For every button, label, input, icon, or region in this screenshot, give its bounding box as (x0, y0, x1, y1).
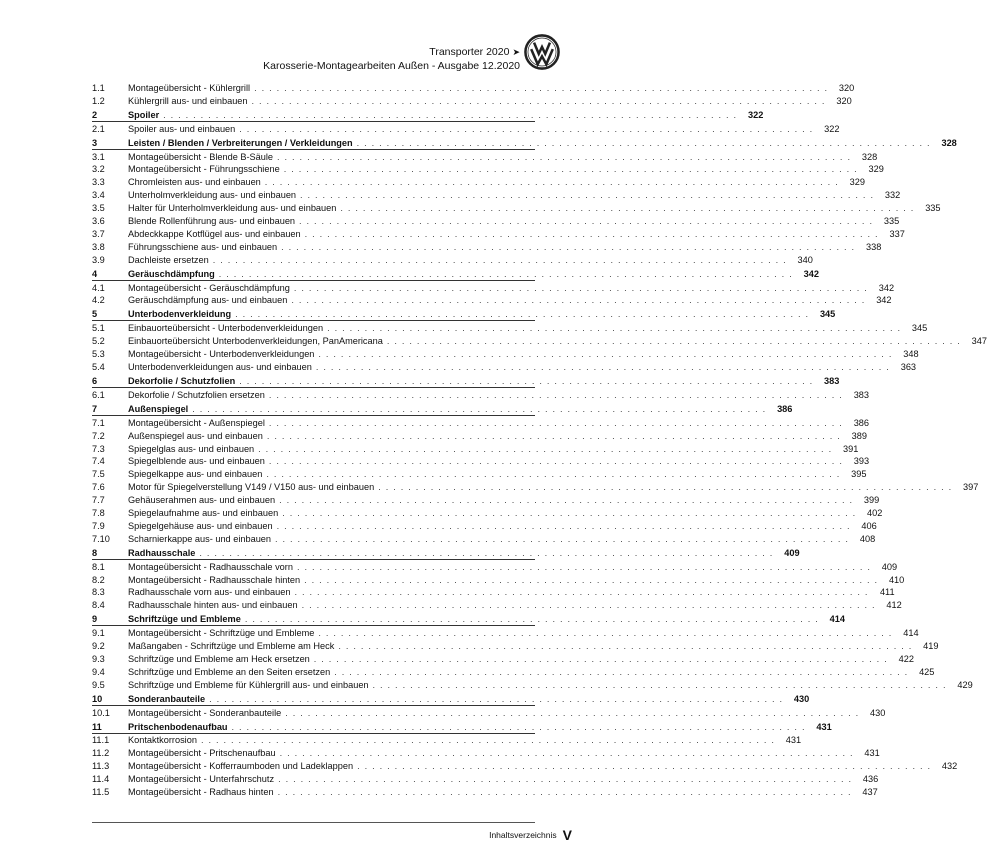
toc-title: Spoiler (128, 109, 160, 120)
toc-leader-dots: . . . . . . . . . . . . . . . . . . . . . . . . . . . . . . . . . . . . . . . . . . . . . . . . . . . . . . . . . . . . . . . . . . . . . . . . . . . . . (264, 177, 839, 188)
toc-leader-dots: . . . . . . . . . . . . . . . . . . . . . . . . . . . . . . . . . . . . . . . . . . . . . . . . . . . . . . . . . . . . . . . . . . . . . . . . . . . . . (199, 547, 774, 558)
toc-number: 9 (92, 614, 98, 625)
toc-leader-dots: . . . . . . . . . . . . . . . . . . . . . . . . . . . . . . . . . . . . . . . . . . . . . . . . . . . . . . . . . . . . . . . . . . . . . . . . . . . . . (258, 443, 833, 454)
toc-title: Spiegelgehäuse aus- und einbauen (128, 520, 273, 531)
toc-section-row[interactable] (92, 375, 840, 388)
toc-number: 5.3 (92, 349, 105, 360)
toc-title: Kontaktkorrosion (128, 735, 197, 746)
toc-page-number: 431 (864, 748, 880, 759)
toc-title: Schriftzüge und Embleme für Kühlergrill aus- und einbauen (128, 679, 369, 690)
toc-title: Gehäuserahmen aus- und einbauen (128, 495, 276, 506)
toc-entry-row[interactable] (92, 294, 892, 307)
toc-entry-row[interactable] (92, 706, 886, 719)
toc-title: Maßangaben - Schriftzüge und Embleme am Heck (128, 641, 335, 652)
toc-page-number: 425 (919, 666, 935, 677)
toc-entry-row[interactable] (92, 253, 813, 266)
toc-page-number: 389 (851, 430, 868, 441)
toc-number: 9.3 (92, 653, 105, 664)
toc-entry-row[interactable] (92, 467, 867, 480)
toc-leader-dots: . . . . . . . . . . . . . . . . . . . . . . . . . . . . . . . . . . . . . . . . . . . . . . . . . . . . . . . . . . . . . . . . . . . . . . . . . . . . . (299, 215, 874, 226)
toc-entry-row[interactable] (92, 734, 802, 747)
toc-page-number: 414 (903, 628, 919, 639)
toc-number: 6 (92, 375, 98, 386)
toc-title: Montageübersicht - Außenspiegel (128, 417, 265, 428)
toc-leader-dots: . . . . . . . . . . . . . . . . . . . . . . . . . . . . . . . . . . . . . . . . . . . . . . . . . . . . . . . . . . . . . . . . . . . . . . . . . . . . . (283, 164, 858, 175)
toc-entry-row[interactable] (92, 519, 877, 532)
toc-number: 2.1 (92, 123, 105, 134)
toc-number: 7 (92, 403, 98, 414)
toc-entry-row[interactable] (92, 240, 882, 253)
toc-title: Motor für Spiegelverstellung V149 / V150 aus- und einbauen (128, 482, 375, 493)
toc-leader-dots: . . . . . . . . . . . . . . . . . . . . . . . . . . . . . . . . . . . . . . . . . . . . . . . . . . . . . . . . . . . . . . . . . . . . . . . . . . . . . (296, 561, 872, 572)
toc-entry-row[interactable] (92, 560, 898, 573)
toc-entry-row[interactable] (92, 429, 868, 442)
toc-entry-row[interactable] (92, 360, 917, 373)
toc-entry-row[interactable] (92, 347, 919, 360)
toc-number: 3 (92, 137, 98, 148)
toc-leader-dots: . . . . . . . . . . . . . . . . . . . . . . . . . . . . . . . . . . . . . . . . . . . . . . . . . . . . . . . . . . . . . . . . . . . . . . . . . . . . . (212, 254, 787, 265)
toc-page-number: 335 (883, 215, 900, 226)
toc-leader-dots: . . . . . . . . . . . . . . . . . . . . . . . . . . . . . . . . . . . . . . . . . . . . . . . . . . . . . . . . . . . . . . . . . . . . . . . . . . . . . (239, 375, 814, 386)
toc-title: Pritschenbodenaufbau (128, 721, 228, 732)
toc-leader-dots: . . . . . . . . . . . . . . . . . . . . . . . . . . . . . . . . . . . . . . . . . . . . . . . . . . . . . . . . . . . . . . . . . . . . . . . . . . . . . (266, 469, 841, 480)
toc-number: 8 (92, 547, 98, 558)
toc-leader-dots: . . . . . . . . . . . . . . . . . . . . . . . . . . . . . . . . . . . . . . . . . . . . . . . . . . . . . . . . . . . . . . . . . . . . . . . . . . . . . (327, 323, 902, 334)
toc-page-number: 437 (862, 787, 878, 798)
toc-leader-dots: . . . . . . . . . . . . . . . . . . . . . . . . . . . . . . . . . . . . . . . . . . . . . . . . . . . . . . . . . . . . . . . . . . . . . . . . . . . . . (163, 109, 738, 120)
toc-number: 4 (92, 268, 98, 279)
toc-page-number: 431 (785, 735, 802, 746)
toc-entry-row[interactable] (92, 455, 870, 468)
toc-title: Unterbodenverkleidung (128, 309, 232, 320)
toc-page-number: 402 (867, 507, 883, 518)
toc-leader-dots: . . . . . . . . . . . . . . . . . . . . . . . . . . . . . . . . . . . . . . . . . . . . . . . . . . . . . . . . . . . . . . . . . . . . . . . . . . . . . (251, 95, 826, 106)
toc-entry-row[interactable] (92, 573, 905, 586)
toc-title: Außenspiegel aus- und einbauen (128, 430, 263, 441)
toc-title: Montageübersicht - Pritschenaufbau (128, 748, 276, 759)
toc-title: Schriftzüge und Embleme an den Seiten ersetzen (128, 666, 331, 677)
toc-entry-row[interactable] (92, 201, 941, 214)
toc-page-number: 411 (879, 587, 895, 598)
toc-page-number: 414 (829, 614, 845, 625)
toc-page-number: 335 (925, 203, 941, 214)
toc-entry-row[interactable] (92, 214, 900, 227)
toc-page-number: 429 (957, 679, 973, 690)
toc-title: Halter für Unterholmverkleidung aus- und einbauen (128, 203, 337, 214)
toc-title: Geräuschdämpfung aus- und einbauen (128, 295, 288, 306)
toc-entry-row[interactable] (92, 94, 852, 107)
toc-leader-dots: . . . . . . . . . . . . . . . . . . . . . . . . . . . . . . . . . . . . . . . . . . . . . . . . . . . . . . . . . . . . . . . . . . . . . . . . . . . . . (268, 456, 844, 467)
header-model: Transporter 2020 (429, 46, 510, 58)
toc-number: 3.1 (92, 151, 105, 162)
toc-title: Montageübersicht - Radhausschale vorn (128, 561, 293, 572)
toc-title: Leisten / Blenden / Verbreiterungen / Verkleidungen (128, 137, 353, 148)
vw-logo-icon (524, 34, 560, 70)
toc-page-number: 391 (842, 443, 859, 454)
toc-entry-row[interactable] (92, 665, 935, 678)
toc-page-number: 345 (819, 309, 836, 320)
toc-leader-dots: . . . . . . . . . . . . . . . . . . . . . . . . . . . . . . . . . . . . . . . . . . . . . . . . . . . . . . . . . . . . . . . . . . . . . . . . . . . . . (200, 735, 776, 746)
toc-page-number: 338 (865, 241, 882, 252)
toc-entry-row[interactable] (92, 388, 870, 401)
toc-leader-dots: . . . . . . . . . . . . . . . . . . . . . . . . . . . . . . . . . . . . . . . . . . . . . . . . . . . . . . . . . . . . . . . . . . . . . . . . . . . . . (278, 774, 853, 785)
toc-page-number: 347 (971, 336, 987, 347)
toc-title: Radhausschale hinten aus- und einbauen (128, 600, 298, 611)
toc-title: Spiegelkappe aus- und einbauen (128, 469, 263, 480)
toc-number: 11.5 (92, 787, 110, 798)
toc-entry-row[interactable] (92, 759, 958, 772)
toc-page-number: 340 (797, 254, 813, 265)
toc-leader-dots: . . . . . . . . . . . . . . . . . . . . . . . . . . . . . . . . . . . . . . . . . . . . . . . . . . . . . . . . . . . . . . . . . . . . . . . . . . . . . (334, 666, 909, 677)
toc-leader-dots: . . . . . . . . . . . . . . . . . . . . . . . . . . . . . . . . . . . . . . . . . . . . . . . . . . . . . . . . . . . . . . . . . . . . . . . . . . . . . (372, 679, 947, 690)
page-header (0, 0, 600, 78)
toc-page-number: 320 (838, 82, 855, 93)
toc-entry-row[interactable] (92, 598, 902, 611)
toc-number: 8.1 (92, 561, 105, 572)
toc-number: 11.4 (92, 774, 110, 785)
toc-title: Montageübersicht - Schriftzüge und Embleme (128, 628, 315, 639)
toc-page-number: 348 (903, 349, 919, 360)
toc-page-number: 399 (863, 495, 880, 506)
toc-number: 3.5 (92, 203, 105, 214)
toc-leader-dots: . . . . . . . . . . . . . . . . . . . . . . . . . . . . . . . . . . . . . . . . . . . . . . . . . . . . . . . . . . . . . . . . . . . . . . . . . . . . . (315, 361, 891, 372)
toc-number: 7.9 (92, 520, 105, 531)
toc-leader-dots: . . . . . . . . . . . . . . . . . . . . . . . . . . . . . . . . . . . . . . . . . . . . . . . . . . . . . . . . . . . . . . . . . . . . . . . . . . . . . (277, 787, 852, 798)
table-of-contents (92, 81, 987, 798)
toc-title: Radhausschale (128, 547, 196, 558)
arrow-right-icon: ➤ (512, 47, 520, 57)
toc-section-row[interactable] (92, 308, 836, 321)
toc-title: Scharnierkappe aus- und einbauen (128, 533, 272, 544)
toc-number: 11 (92, 721, 102, 732)
toc-number: 9.2 (92, 641, 105, 652)
toc-leader-dots: . . . . . . . . . . . . . . . . . . . . . . . . . . . . . . . . . . . . . . . . . . . . . . . . . . . . . . . . . . . . . . . . . . . . . . . . . . . . . (209, 693, 784, 704)
toc-title: Kühlergrill aus- und einbauen (128, 95, 248, 106)
toc-number: 7.8 (92, 507, 105, 518)
toc-leader-dots: . . . . . . . . . . . . . . . . . . . . . . . . . . . . . . . . . . . . . . . . . . . . . . . . . . . . . . . . . . . . . . . . . . . . . . . . . . . . . (192, 403, 767, 414)
toc-title: Geräuschdämpfung (128, 268, 215, 279)
toc-page-number: 412 (886, 600, 902, 611)
toc-entry-row[interactable] (92, 122, 840, 135)
toc-title: Montageübersicht - Blende B-Säule (128, 151, 274, 162)
footer-divider (92, 822, 535, 823)
toc-leader-dots: . . . . . . . . . . . . . . . . . . . . . . . . . . . . . . . . . . . . . . . . . . . . . . . . . . . . . . . . . . . . . . . . . . . . . . . . . . . . . (275, 533, 850, 544)
toc-leader-dots: . . . . . . . . . . . . . . . . . . . . . . . . . . . . . . . . . . . . . . . . . . . . . . . . . . . . . . . . . . . . . . . . . . . . . . . . . . . . . (266, 430, 842, 441)
toc-number: 8.2 (92, 574, 105, 585)
toc-section-row[interactable] (92, 546, 800, 559)
toc-number: 1.2 (92, 95, 105, 106)
toc-entry-row[interactable] (92, 586, 895, 599)
toc-title: Montageübersicht - Radhaus hinten (128, 787, 274, 798)
toc-page-number: 419 (923, 641, 939, 652)
header-subtitle: Karosserie-Montagearbeiten Außen - Ausgabe 12.2020 (263, 60, 520, 72)
toc-page-number: 329 (849, 177, 865, 188)
toc-number: 4.1 (92, 282, 105, 293)
toc-title: Montageübersicht - Unterfahrschutz (128, 774, 275, 785)
toc-page-number: 328 (861, 151, 878, 162)
toc-entry-row[interactable] (92, 442, 859, 455)
toc-leader-dots: . . . . . . . . . . . . . . . . . . . . . . . . . . . . . . . . . . . . . . . . . . . . . . . . . . . . . . . . . . . . . . . . . . . . . . . . . . . . . (356, 137, 931, 148)
toc-title: Montageübersicht - Geräuschdämpfung (128, 282, 290, 293)
toc-leader-dots: . . . . . . . . . . . . . . . . . . . . . . . . . . . . . . . . . . . . . . . . . . . . . . . . . . . . . . . . . . . . . . . . . . . . . . . . . . . . . (282, 507, 857, 518)
toc-leader-dots: . . . . . . . . . . . . . . . . . . . . . . . . . . . . . . . . . . . . . . . . . . . . . . . . . . . . . . . . . . . . . . . . . . . . . . . . . . . . . (268, 389, 844, 400)
toc-leader-dots: . . . . . . . . . . . . . . . . . . . . . . . . . . . . . . . . . . . . . . . . . . . . . . . . . . . . . . . . . . . . . . . . . . . . . . . . . . . . . (276, 520, 851, 531)
toc-page-number: 408 (859, 533, 876, 544)
toc-number: 9.5 (92, 679, 105, 690)
toc-leader-dots: . . . . . . . . . . . . . . . . . . . . . . . . . . . . . . . . . . . . . . . . . . . . . . . . . . . . . . . . . . . . . . . . . . . . . . . . . . . . . (279, 495, 854, 506)
toc-page-number: 332 (884, 190, 901, 201)
toc-leader-dots: . . . . . . . . . . . . . . . . . . . . . . . . . . . . . . . . . . . . . . . . . . . . . . . . . . . . . . . . . . . . . . . . . . . . . . . . . . . . . (294, 587, 869, 598)
toc-page-number: 397 (963, 482, 979, 493)
toc-entry-row[interactable] (92, 334, 987, 347)
toc-number: 3.6 (92, 215, 105, 226)
toc-entry-row[interactable] (92, 480, 979, 493)
toc-number: 9.1 (92, 628, 105, 639)
toc-title: Unterholmverkleidung aus- und einbauen (128, 190, 297, 201)
toc-title: Außenspiegel (128, 403, 189, 414)
toc-number: 5.4 (92, 361, 105, 372)
toc-section-row[interactable] (92, 692, 810, 705)
toc-leader-dots: . . . . . . . . . . . . . . . . . . . . . . . . . . . . . . . . . . . . . . . . . . . . . . . . . . . . . . . . . . . . . . . . . . . . . . . . . . . . . (318, 628, 893, 639)
toc-leader-dots: . . . . . . . . . . . . . . . . . . . . . . . . . . . . . . . . . . . . . . . . . . . . . . . . . . . . . . . . . . . . . . . . . . . . . . . . . . . . . (318, 349, 893, 360)
toc-number: 2 (92, 109, 98, 120)
toc-number: 5.1 (92, 323, 105, 334)
toc-title: Montageübersicht - Führungsschiene (128, 164, 280, 175)
toc-leader-dots: . . . . . . . . . . . . . . . . . . . . . . . . . . . . . . . . . . . . . . . . . . . . . . . . . . . . . . . . . . . . . . . . . . . . . . . . . . . . . (235, 309, 810, 320)
toc-page-number: 383 (853, 389, 870, 400)
toc-number: 3.4 (92, 190, 105, 201)
toc-entry-row[interactable] (92, 188, 901, 201)
toc-number: 4.2 (92, 295, 105, 306)
page-number: V (562, 826, 572, 843)
toc-number: 3.3 (92, 177, 105, 188)
toc-leader-dots: . . . . . . . . . . . . . . . . . . . . . . . . . . . . . . . . . . . . . . . . . . . . . . . . . . . . . . . . . . . . . . . . . . . . . . . . . . . . . (293, 282, 869, 293)
toc-section-row[interactable] (92, 613, 845, 626)
toc-title: Chromleisten aus- und einbauen (128, 177, 261, 188)
toc-number: 11.1 (92, 735, 110, 746)
toc-leader-dots: . . . . . . . . . . . . . . . . . . . . . . . . . . . . . . . . . . . . . . . . . . . . . . . . . . . . . . . . . . . . . . . . . . . . . . . . . . . . . (300, 190, 875, 201)
toc-page-number: 395 (851, 469, 867, 480)
toc-leader-dots: . . . . . . . . . . . . . . . . . . . . . . . . . . . . . . . . . . . . . . . . . . . . . . . . . . . . . . . . . . . . . . . . . . . . . . . . . . . . . (386, 336, 962, 347)
toc-leader-dots: . . . . . . . . . . . . . . . . . . . . . . . . . . . . . . . . . . . . . . . . . . . . . . . . . . . . . . . . . . . . . . . . . . . . . . . . . . . . . (231, 721, 806, 732)
toc-page-number: 410 (888, 574, 905, 585)
toc-leader-dots: . . . . . . . . . . . . . . . . . . . . . . . . . . . . . . . . . . . . . . . . . . . . . . . . . . . . . . . . . . . . . . . . . . . . . . . . . . . . . (281, 241, 856, 252)
toc-entry-row[interactable] (92, 150, 878, 163)
toc-number: 7.10 (92, 533, 110, 544)
toc-entry-row[interactable] (92, 746, 880, 759)
toc-number: 7.7 (92, 495, 105, 506)
toc-leader-dots: . . . . . . . . . . . . . . . . . . . . . . . . . . . . . . . . . . . . . . . . . . . . . . . . . . . . . . . . . . . . . . . . . . . . . . . . . . . . . (340, 203, 915, 214)
toc-entry-row[interactable] (92, 652, 914, 665)
toc-page-number: 342 (876, 295, 892, 306)
toc-number: 7.4 (92, 456, 105, 467)
toc-leader-dots: . . . . . . . . . . . . . . . . . . . . . . . . . . . . . . . . . . . . . . . . . . . . . . . . . . . . . . . . . . . . . . . . . . . . . . . . . . . . . (279, 748, 854, 759)
toc-page-number: 406 (861, 520, 877, 531)
toc-section-row[interactable] (92, 136, 957, 149)
toc-title: Spiegelglas aus- und einbauen (128, 443, 255, 454)
toc-leader-dots: . . . . . . . . . . . . . . . . . . . . . . . . . . . . . . . . . . . . . . . . . . . . . . . . . . . . . . . . . . . . . . . . . . . . . . . . . . . . . (291, 295, 866, 306)
toc-leader-dots: . . . . . . . . . . . . . . . . . . . . . . . . . . . . . . . . . . . . . . . . . . . . . . . . . . . . . . . . . . . . . . . . . . . . . . . . . . . . . (378, 482, 953, 493)
toc-title: Sonderanbauteile (128, 693, 206, 704)
toc-page-number: 342 (803, 268, 819, 279)
toc-page-number: 436 (862, 774, 879, 785)
toc-title: Spoiler aus- und einbauen (128, 123, 236, 134)
toc-title: Montageübersicht - Unterbodenverkleidungen (128, 349, 315, 360)
toc-page-number: 430 (870, 707, 886, 718)
toc-page-number: 422 (898, 653, 914, 664)
toc-number: 6.1 (92, 389, 105, 400)
toc-number: 7.2 (92, 430, 105, 441)
footer-label: Inhaltsverzeichnis (489, 829, 557, 840)
toc-page-number: 383 (824, 375, 840, 386)
toc-leader-dots: . . . . . . . . . . . . . . . . . . . . . . . . . . . . . . . . . . . . . . . . . . . . . . . . . . . . . . . . . . . . . . . . . . . . . . . . . . . . . (313, 653, 888, 664)
toc-page-number: 409 (881, 561, 898, 572)
toc-page-number: 386 (777, 403, 793, 414)
toc-entry-row[interactable] (92, 772, 879, 785)
toc-title: Schriftzüge und Embleme am Heck ersetzen (128, 653, 310, 664)
toc-page-number: 432 (941, 761, 958, 772)
toc-title: Einbauortеübersicht - Unterbodenverkleidungen (128, 323, 324, 334)
toc-number: 3.2 (92, 164, 105, 175)
toc-section-row[interactable] (92, 403, 793, 416)
toc-page-number: 320 (836, 95, 852, 106)
toc-title: Unterbodenverkleidungen aus- und einbauen (128, 361, 312, 372)
toc-title: Dekorfolie / Schutzfolien (128, 375, 236, 386)
toc-number: 10.1 (92, 707, 110, 718)
toc-page-number: 363 (900, 361, 917, 372)
toc-page-number: 393 (853, 456, 870, 467)
toc-number: 3.7 (92, 228, 105, 239)
toc-title: Spiegelaufnahme aus- und einbauen (128, 507, 279, 518)
toc-title: Abdeckkappe Kotflügel aus- und einbauen (128, 228, 301, 239)
toc-title: Montageübersicht - Sonderanbauteile (128, 707, 282, 718)
toc-page-number: 342 (878, 282, 895, 293)
toc-leader-dots: . . . . . . . . . . . . . . . . . . . . . . . . . . . . . . . . . . . . . . . . . . . . . . . . . . . . . . . . . . . . . . . . . . . . . . . . . . . . . (338, 641, 913, 652)
toc-section-row[interactable] (92, 720, 832, 733)
toc-entry-row[interactable] (92, 321, 928, 334)
toc-leader-dots: . . . . . . . . . . . . . . . . . . . . . . . . . . . . . . . . . . . . . . . . . . . . . . . . . . . . . . . . . . . . . . . . . . . . . . . . . . . . . (301, 600, 876, 611)
toc-number: 11.2 (92, 748, 110, 759)
toc-number: 7.5 (92, 469, 105, 480)
toc-page-number: 322 (747, 109, 764, 120)
toc-title: Montageübersicht - Kofferraumboden und Ladeklappen (128, 761, 354, 772)
toc-title: Dekorfolie / Schutzfolien ersetzen (128, 389, 265, 400)
toc-page-number: 337 (889, 228, 905, 239)
toc-entry-row[interactable] (92, 678, 973, 691)
toc-section-row[interactable] (92, 267, 819, 280)
toc-leader-dots: . . . . . . . . . . . . . . . . . . . . . . . . . . . . . . . . . . . . . . . . . . . . . . . . . . . . . . . . . . . . . . . . . . . . . . . . . . . . . (277, 151, 852, 162)
toc-title: Einbauorteübersicht Unterbodenverkleidungen, PanAmericana (128, 336, 383, 347)
toc-number: 7.1 (92, 417, 105, 428)
toc-entry-row[interactable] (92, 532, 876, 545)
toc-leader-dots: . . . . . . . . . . . . . . . . . . . . . . . . . . . . . . . . . . . . . . . . . . . . . . . . . . . . . . . . . . . . . . . . . . . . . . . . . . . . . (304, 574, 879, 585)
toc-entry-row[interactable] (92, 493, 880, 506)
toc-page-number: 431 (816, 721, 832, 732)
toc-number: 1.1 (92, 82, 105, 93)
toc-page-number: 386 (853, 417, 870, 428)
toc-number: 8.4 (92, 600, 105, 611)
toc-page-number: 345 (911, 323, 928, 334)
toc-number: 3.8 (92, 241, 105, 252)
toc-number: 7.6 (92, 482, 105, 493)
toc-leader-dots: . . . . . . . . . . . . . . . . . . . . . . . . . . . . . . . . . . . . . . . . . . . . . . . . . . . . . . . . . . . . . . . . . . . . . . . . . . . . . (218, 268, 793, 279)
toc-number: 7.3 (92, 443, 105, 454)
toc-leader-dots: . . . . . . . . . . . . . . . . . . . . . . . . . . . . . . . . . . . . . . . . . . . . . . . . . . . . . . . . . . . . . . . . . . . . . . . . . . . . . (268, 417, 844, 428)
header-title (429, 46, 520, 58)
toc-entry-row[interactable] (92, 416, 870, 429)
toc-number: 5.2 (92, 336, 105, 347)
toc-entry-row[interactable] (92, 785, 878, 798)
toc-number: 10 (92, 693, 103, 704)
toc-leader-dots: . . . . . . . . . . . . . . . . . . . . . . . . . . . . . . . . . . . . . . . . . . . . . . . . . . . . . . . . . . . . . . . . . . . . . . . . . . . . . (239, 123, 814, 134)
toc-number: 8.3 (92, 587, 105, 598)
toc-entry-row[interactable] (92, 81, 855, 94)
toc-number: 5 (92, 309, 98, 320)
toc-entry-row[interactable] (92, 506, 883, 519)
toc-number: 9.4 (92, 666, 105, 677)
toc-title: Dachleiste ersetzen (128, 254, 209, 265)
page-footer (489, 826, 572, 844)
toc-entry-row[interactable] (92, 163, 884, 176)
toc-leader-dots: . . . . . . . . . . . . . . . . . . . . . . . . . . . . . . . . . . . . . . . . . . . . . . . . . . . . . . . . . . . . . . . . . . . . . . . . . . . . . (304, 228, 879, 239)
toc-page-number: 328 (941, 137, 957, 148)
toc-leader-dots: . . . . . . . . . . . . . . . . . . . . . . . . . . . . . . . . . . . . . . . . . . . . . . . . . . . . . . . . . . . . . . . . . . . . . . . . . . . . . (244, 614, 819, 625)
toc-number: 11.3 (92, 761, 110, 772)
toc-leader-dots: . . . . . . . . . . . . . . . . . . . . . . . . . . . . . . . . . . . . . . . . . . . . . . . . . . . . . . . . . . . . . . . . . . . . . . . . . . . . . (254, 82, 829, 93)
toc-title: Montageübersicht - Kühlergrill (128, 82, 251, 93)
toc-page-number: 430 (793, 693, 810, 704)
toc-entry-row[interactable] (92, 626, 919, 639)
toc-section-row[interactable] (92, 108, 764, 121)
toc-leader-dots: . . . . . . . . . . . . . . . . . . . . . . . . . . . . . . . . . . . . . . . . . . . . . . . . . . . . . . . . . . . . . . . . . . . . . . . . . . . . . (357, 761, 932, 772)
toc-entry-row[interactable] (92, 639, 939, 652)
toc-page-number: 322 (824, 123, 840, 134)
toc-title: Montageübersicht - Radhausschale hinten (128, 574, 301, 585)
toc-title: Spiegelblende aus- und einbauen (128, 456, 265, 467)
toc-leader-dots: . . . . . . . . . . . . . . . . . . . . . . . . . . . . . . . . . . . . . . . . . . . . . . . . . . . . . . . . . . . . . . . . . . . . . . . . . . . . . (285, 707, 860, 718)
toc-title: Führungsschiene aus- und einbauen (128, 241, 278, 252)
toc-page-number: 329 (868, 164, 884, 175)
toc-entry-row[interactable] (92, 175, 865, 188)
toc-page-number: 409 (784, 547, 800, 558)
toc-title: Schriftzüge und Embleme (128, 614, 241, 625)
toc-title: Radhausschale vorn aus- und einbauen (128, 587, 291, 598)
toc-entry-row[interactable] (92, 281, 895, 294)
toc-entry-row[interactable] (92, 227, 905, 240)
toc-number: 3.9 (92, 254, 105, 265)
toc-title: Blende Rollenführung aus- und einbauen (128, 215, 296, 226)
